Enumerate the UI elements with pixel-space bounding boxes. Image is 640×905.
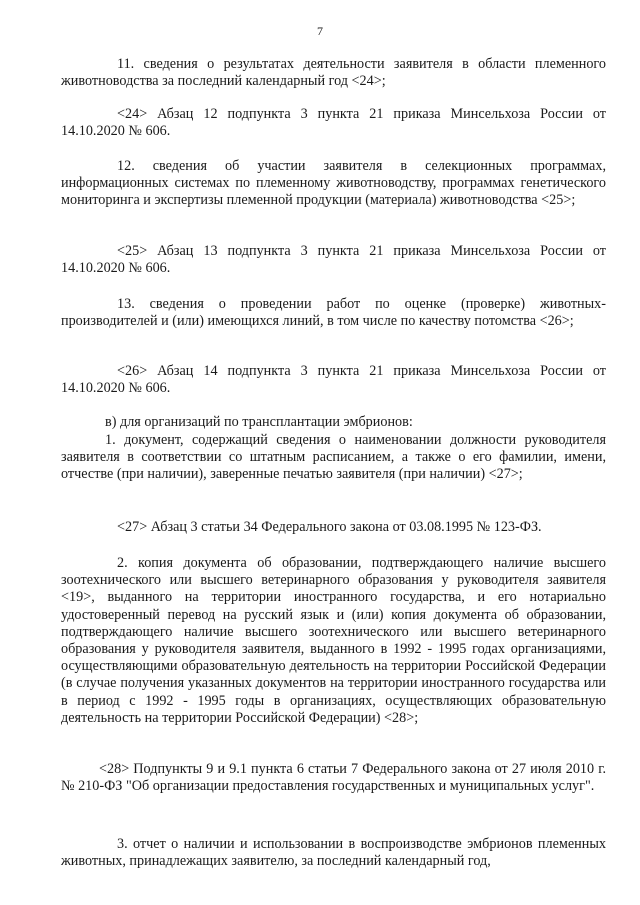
footnote-26: <26> Абзац 14 подпункта 3 пункта 21 приказа Минсельхоза России от 14.10.2020 № 606. [61, 363, 606, 397]
item-13-evaluation: 13. сведения о проведении работ по оценке (проверке) животных-производителей и (или) имеющихся линий, в том числе по качеству потомства <26>; [61, 296, 606, 330]
item-12-participation: 12. сведения об участии заявителя в селекционных программах, информационных системах по племенному животноводству, программах генетического мониторинга и экспертизы племенной продукции (материала) животноводства <25>; [61, 158, 606, 209]
footnote-28: <28> Подпункты 9 и 9.1 пункта 6 статьи 7 Федерального закона от 27 июля 2010 г. № 210-ФЗ "Об организации предоставления государственных и муниципальных услуг". [61, 761, 606, 795]
footnote-24: <24> Абзац 12 подпункта 3 пункта 21 приказа Минсельхоза России от 14.10.2020 № 606. [61, 106, 606, 140]
item-3-embryo-report: 3. отчет о наличии и использовании в воспроизводстве эмбрионов племенных животных, принадлежащих заявителю, за последний календарный год, [61, 836, 606, 870]
footnote-27: <27> Абзац 3 статьи 34 Федерального закона от 03.08.1995 № 123-ФЗ. [117, 519, 542, 535]
footnote-25: <25> Абзац 13 подпункта 3 пункта 21 приказа Минсельхоза России от 14.10.2020 № 606. [61, 243, 606, 277]
item-1-document: 1. документ, содержащий сведения о наименовании должности руководителя заявителя в соответствии со штатным расписанием, а также о его фамилии, имени, отчестве (при наличии), заверенные печатью заявителя (при наличии) <27>; [61, 432, 606, 483]
section-v-heading: в) для организаций по трансплантации эмбрионов: [105, 414, 413, 430]
item-2-education-copy: 2. копия документа об образовании, подтверждающего наличие высшего зоотехнического или высшего ветеринарного образования у руководителя заявителя <19>, выданного на территории иностранного государства, и его нотариально удостоверенный перевод на русский язык и (или) копия документа об образовании, подтверждающего наличие высшего зоотехнического или высшего ветеринарного образования у руководителя заявителя, выданного в 1992 - 1995 годах организациями, осуществляющими образовательную деятельность на территории Российской Федерации (в случае получения указанных документов на территории иностранного государства или в период с 1992 - 1995 годы в организациях, осуществляющих образовательную деятельность на территории Российской Федерации) <28>; [61, 555, 606, 726]
item-11-results: 11. сведения о результатах деятельности заявителя в области племенного животноводства за последний календарный год <24>; [61, 56, 606, 90]
page-number: 7 [317, 24, 323, 38]
